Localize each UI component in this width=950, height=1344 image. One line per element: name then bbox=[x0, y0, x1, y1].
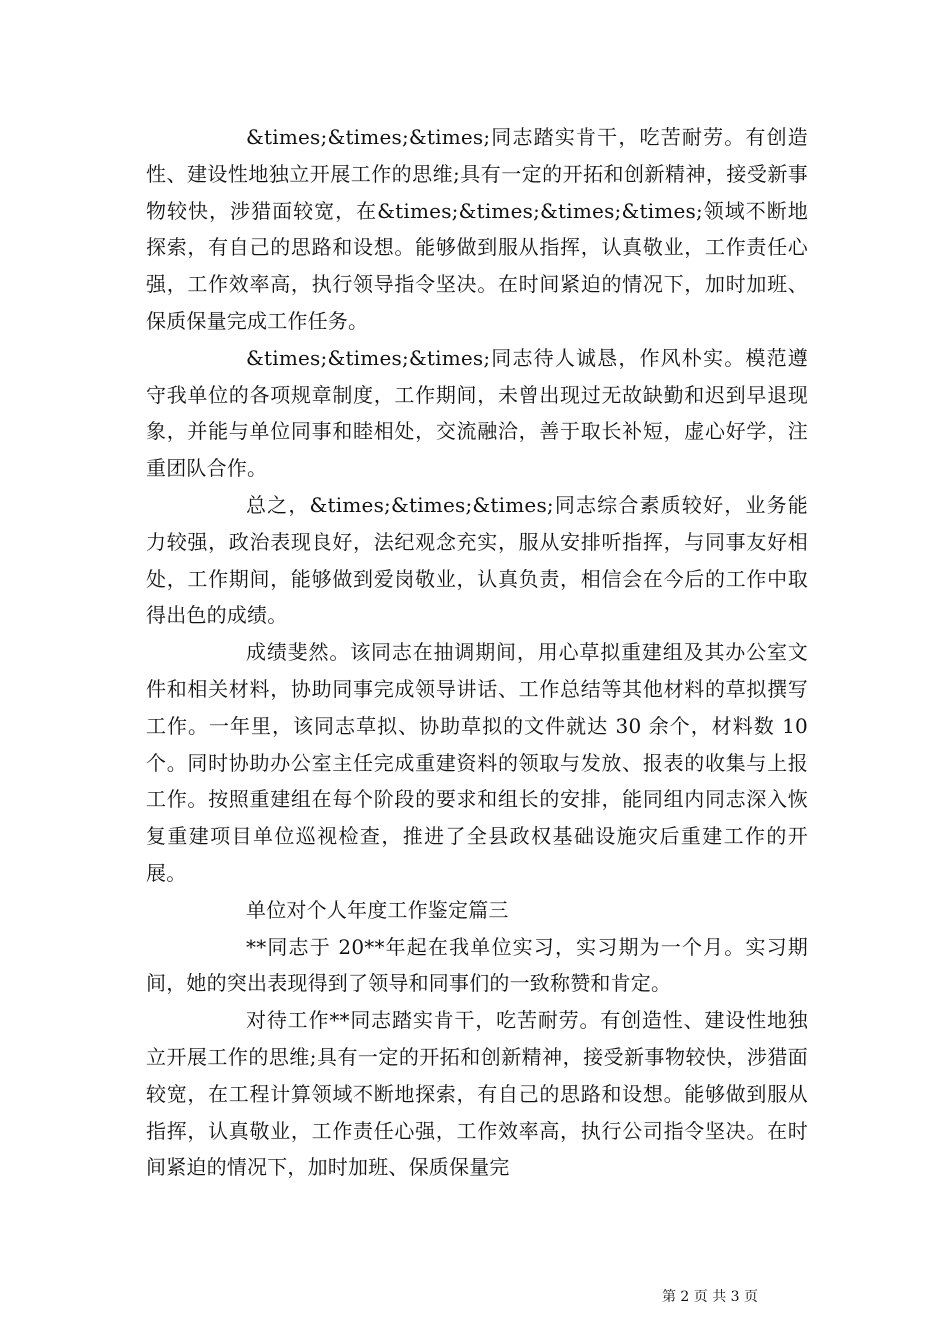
paragraph-4: 成绩斐然。该同志在抽调期间，用心草拟重建组及其办公室文件和相关材料，协助同事完成领导讲话、工作总结等其他材料的草拟撰写工作。一年里，该同志草拟、协助草拟的文件就达 30 余个，材料数 10 个。同时协助办公室主任完成重建资料的领取与发放、报表的收集与上报工作。按照重建组在每个阶段的要求和组长的安排，能同组内同志深入恢复重建项目单位巡视检查，推进了全县政权基础设施灾后重建工作的开展。 bbox=[146, 640, 808, 885]
paragraph-3: 总之，&times;&times;&times;同志综合素质较好，业务能力较强，政治表现良好，法纪观念充实，服从安排听指挥，与同事友好相处，工作期间，能够做到爱岗敬业，认真负责，相信会在今后的工作中取得出色的成绩。 bbox=[146, 492, 808, 628]
paragraph-2: &times;&times;&times;同志待人诚恳，作风朴实。模范遵守我单位的各项规章制度，工作期间，未曾出现过无故缺勤和迟到早退现象，并能与单位同事和睦相处，交流融洽，善于取长补短，虚心好学，注重团队合作。 bbox=[146, 345, 808, 481]
paragraph-1: &times;&times;&times;同志踏实肯干，吃苦耐劳。有创造性、建设性地独立开展工作的思维;具有一定的开拓和创新精神，接受新事物较快，涉猎面较宽，在&times;&times;&times;&times;领域不断地探索，有自己的思路和设想。能够做到服从指挥，认真敬业，工作责任心强，工作效率高，执行领导指令坚决。在时间紧迫的情况下，加时加班、保质保量完成工作任务。 bbox=[146, 125, 808, 333]
section-heading: 单位对个人年度工作鉴定篇三 bbox=[246, 897, 509, 922]
document-body bbox=[146, 119, 808, 1186]
paragraph-5: **同志于 20**年起在我单位实习，实习期为一个月。实习期间，她的突出表现得到了领导和同事们的一致称赞和肯定。 bbox=[146, 934, 808, 996]
paragraph-6: 对待工作**同志踏实肯干，吃苦耐劳。有创造性、建设性地独立开展工作的思维;具有一定的开拓和创新精神，接受新事物较快，涉猎面较宽，在工程计算领域不断地探索，有自己的思路和设想。能够做到服从指挥，认真敬业，工作责任心强，工作效率高，执行公司指令坚决。在时间紧迫的情况下，加时加班、保质保量完 bbox=[146, 1008, 808, 1180]
page-number-footer: 第 2 页 共 3 页 bbox=[661, 1289, 759, 1305]
